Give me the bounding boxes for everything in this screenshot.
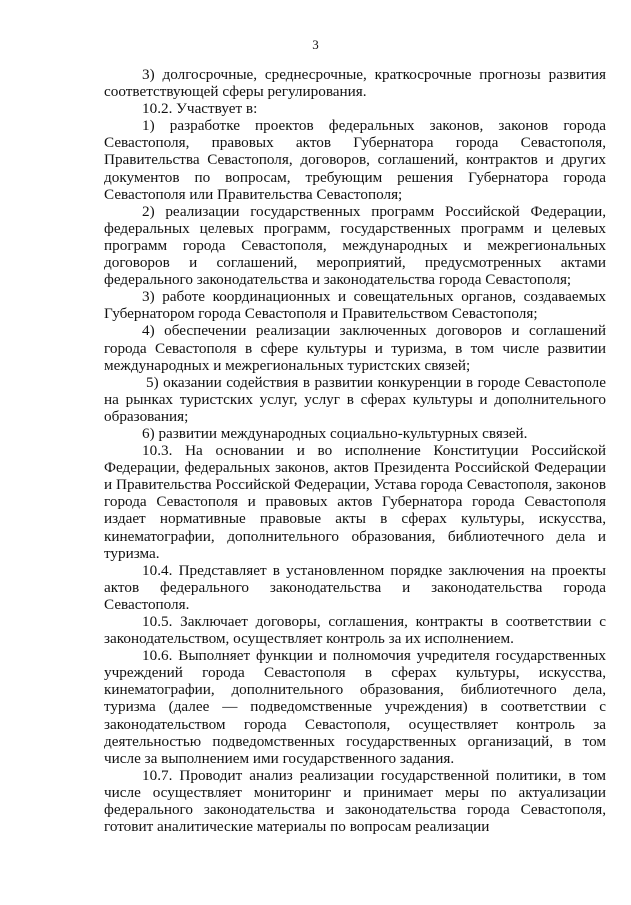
paragraph: 2) реализации государственных программ Российской Федерации, федеральных целевых программ, государственных программ и целевых программ города Севастополя, международных и межрегиональных договоров и соглашений, мероприятий, предусмотренных актами федерального законодательства и законодательства города Севастополя; [104,202,606,289]
paragraph: 3) долгосрочные, среднесрочные, краткосрочные прогнозы развития соответствующей сферы регулирования. [104,66,606,101]
paragraph: 10.4. Представляет в установленном порядке заключения на проекты актов федерального законодательства и законодательства города Севастополя. [104,561,606,613]
paragraph: 10.3. На основании и во исполнение Конституции Российской Федерации, федеральных законов, актов Президента Российской Федерации и Правительства Российской Федерации, Устава города Севастополя, законов города Севастополя и правовых актов Губернатора города Севастополя издает нормативные правовые акты в сферах культуры, искусства, кинематографии, дополнительного образования, библиотечного дела и туризма. [104,442,606,562]
paragraph: 6) развитии международных социально-культурных связей. [142,424,528,442]
paragraph: 3) работе координационных и совещательных органов, создаваемых Губернатором города Севастополя и Правительством Севастополя; [104,288,606,323]
document-body [104,66,606,835]
paragraph: 10.6. Выполняет функции и полномочия учредителя государственных учреждений города Севастополя в сферах культуры, искусства, кинематографии, дополнительного образования, библиотечного дела, туризма (далее — подведомственные учреждения) в соответствии с законодательством города Севастополя, осуществляет контроль за деятельностью подведомственных государственных организаций, в том числе за выполнением ими государственного задания. [104,647,606,767]
paragraph: 5) оказании содействия в развитии конкуренции в городе Севастополе на рынках туристских услуг, услуг в сферах культуры и дополнительного образования; [104,373,606,425]
paragraph: 10.5. Заключает договоры, соглашения, контракты в соответствии с законодательством, осуществляет контроль за их исполнением. [104,613,606,648]
paragraph: 10.7. Проводит анализ реализации государственной политики, в том числе осуществляет мониторинг и принимает меры по актуализации федерального законодательства и законодательства города Севастополя, готовит аналитические материалы по вопросам реализации [104,766,606,836]
paragraph: 4) обеспечении реализации заключенных договоров и соглашений города Севастополя в сфере культуры и туризма, в том числе развитии международных и межрегиональных туристских связей; [104,322,606,374]
paragraph: 1) разработке проектов федеральных законов, законов города Севастополя, правовых актов Губернатора города Севастополя, Правительства Севастополя, договоров, соглашений, контрактов и других документов по вопросам, требующим решения Губернатора города Севастополя или Правительства Севастополя; [104,117,606,203]
page-number: 3 [312,37,319,52]
paragraph: 10.2. Участвует в: [142,100,258,118]
